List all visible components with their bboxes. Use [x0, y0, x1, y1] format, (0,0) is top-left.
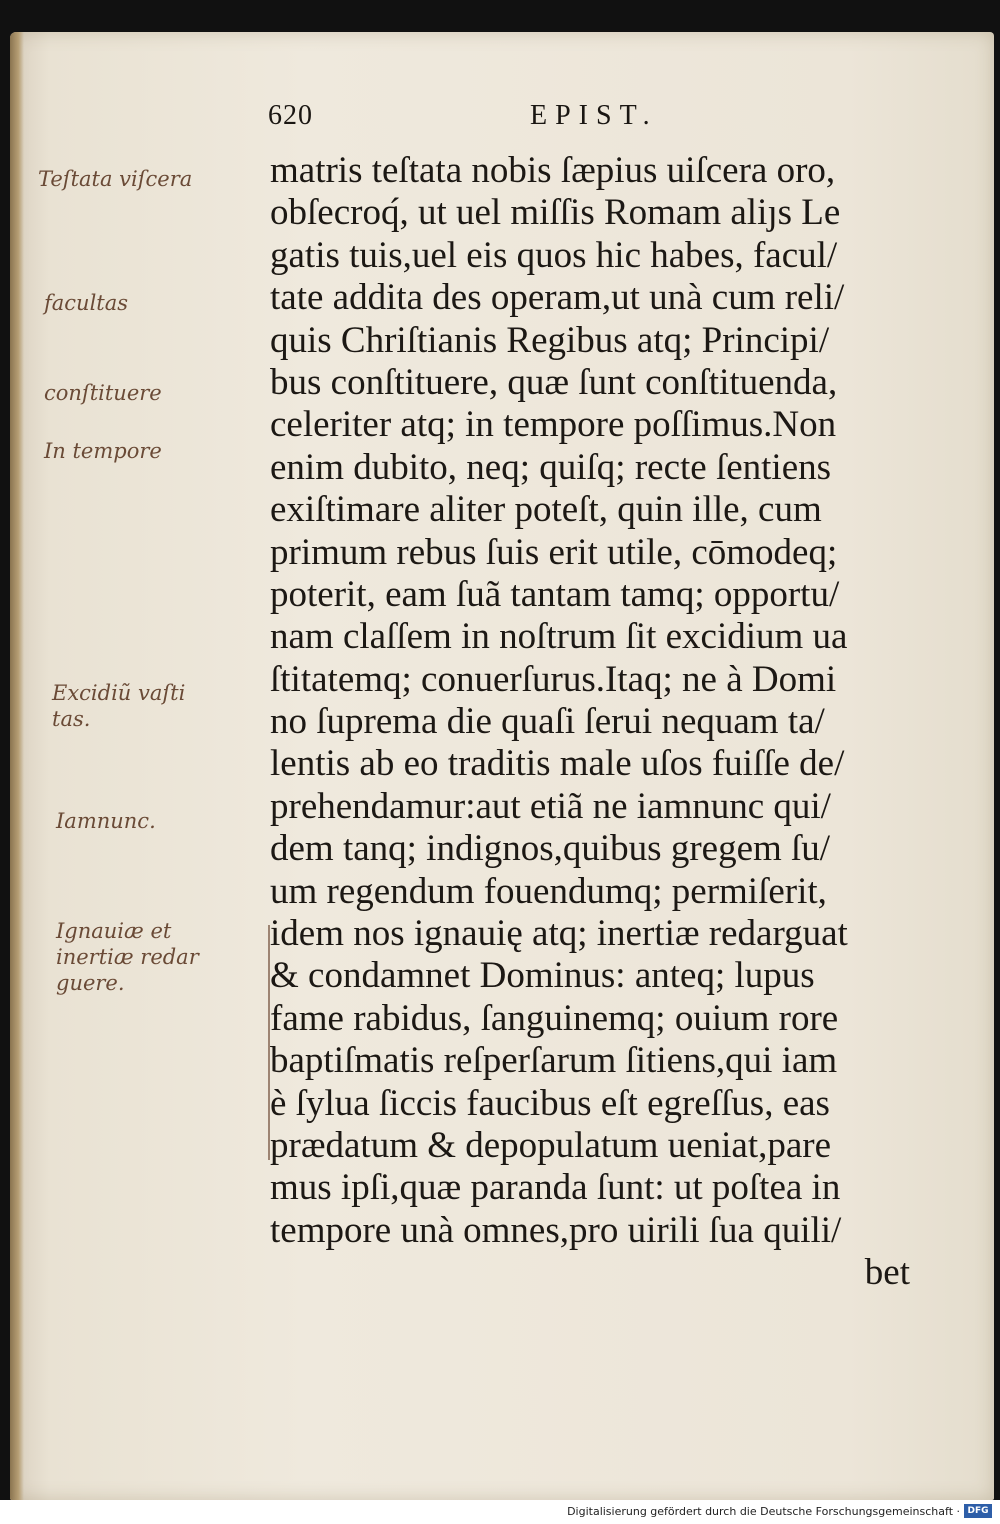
- marginal-note: Ignauiæ et inertiæ redar guere.: [56, 919, 199, 995]
- text-line: baptiſmatis reſperſarum ſitiens,qui iam: [270, 1040, 838, 1082]
- text-line: no ſuprema die quaſi ſerui nequam ta/: [270, 701, 825, 743]
- marginal-note: conſtituere: [44, 381, 162, 405]
- text-line: dem tanq; indignos,quibus gregem ſu/: [270, 828, 831, 870]
- text-line: enim dubito, neq; quiſq; recte ſentiens: [270, 446, 832, 488]
- page-number: 620: [268, 100, 313, 131]
- text-line: è ſylua ſiccis faucibus eſt egreſſus, eas: [270, 1082, 830, 1124]
- text-line: gatis tuis,uel eis quos hic habes, facul/: [270, 234, 838, 276]
- text-line: lentis ab eo traditis male uſos fuiſſe de/: [270, 743, 845, 785]
- text-line: mus ipſi,quæ paranda ſunt: ut poſtea in: [270, 1167, 841, 1209]
- text-line: exiſtimare aliter poteſt, quin ille, cum: [270, 489, 822, 531]
- marginal-note: Teſtata viſcera: [38, 167, 193, 191]
- page-fore-edge: [10, 32, 24, 1500]
- text-line: bus conſtituere, quæ ſunt conſtituenda,: [270, 361, 838, 403]
- text-line: ſtitatemq; conuerſurus.Itaq; ne à Domi: [270, 658, 837, 700]
- catchword: bet: [864, 1252, 910, 1294]
- printed-text-block: [270, 150, 930, 1295]
- dfg-logo-icon: DFG: [964, 1504, 992, 1518]
- digitization-footer: [0, 1500, 1000, 1524]
- page-header: [268, 100, 728, 140]
- text-line: um regendum fouendumq; permiſerit,: [270, 870, 827, 912]
- text-line: poterit, eam ſuã tantam tamq; opportu/: [270, 573, 840, 615]
- marginal-note: facultas: [44, 291, 129, 315]
- text-line: obſecroq́, ut uel miſſis Romam aliȷs Le: [270, 192, 841, 234]
- text-line: prehendamur:aut etiã ne iamnunc qui/: [270, 785, 831, 827]
- text-line: quis Chriſtianis Regibus atq; Principi/: [270, 319, 830, 361]
- text-line: tate addita des operam,ut unà cum reli/: [270, 277, 845, 319]
- text-line: tempore unà omnes,pro uirili ſua quili/: [270, 1209, 842, 1251]
- running-head: EPIST.: [530, 100, 658, 131]
- marginal-note: In tempore: [44, 439, 162, 463]
- text-line: & condamnet Dominus: anteq; lupus: [270, 955, 815, 997]
- text-line: prædatum & depopulatum ueniat,pare: [270, 1124, 832, 1166]
- funding-credit: Digitalisierung gefördert durch die Deutsche Forschungsgemeinschaft ·: [567, 1505, 960, 1518]
- marginal-note: Excidiũ vaſti tas.: [52, 681, 186, 731]
- text-line: idem nos ignauię atq; inertiæ redarguat: [270, 913, 848, 955]
- text-line: celeriter atq; in tempore poſſimus.Non: [270, 404, 837, 446]
- text-line: matris teſtata nobis ſæpius uiſcera oro,: [270, 150, 836, 191]
- text-line: primum rebus ſuis erit utile, cōmodeq;: [270, 531, 838, 573]
- text-line: nam claſſem in noſtrum ſit excidium ua: [270, 616, 848, 658]
- marginal-note: Iamnunc.: [56, 809, 156, 833]
- text-line: fame rabidus, ſanguinemq; ouium rore: [270, 997, 839, 1039]
